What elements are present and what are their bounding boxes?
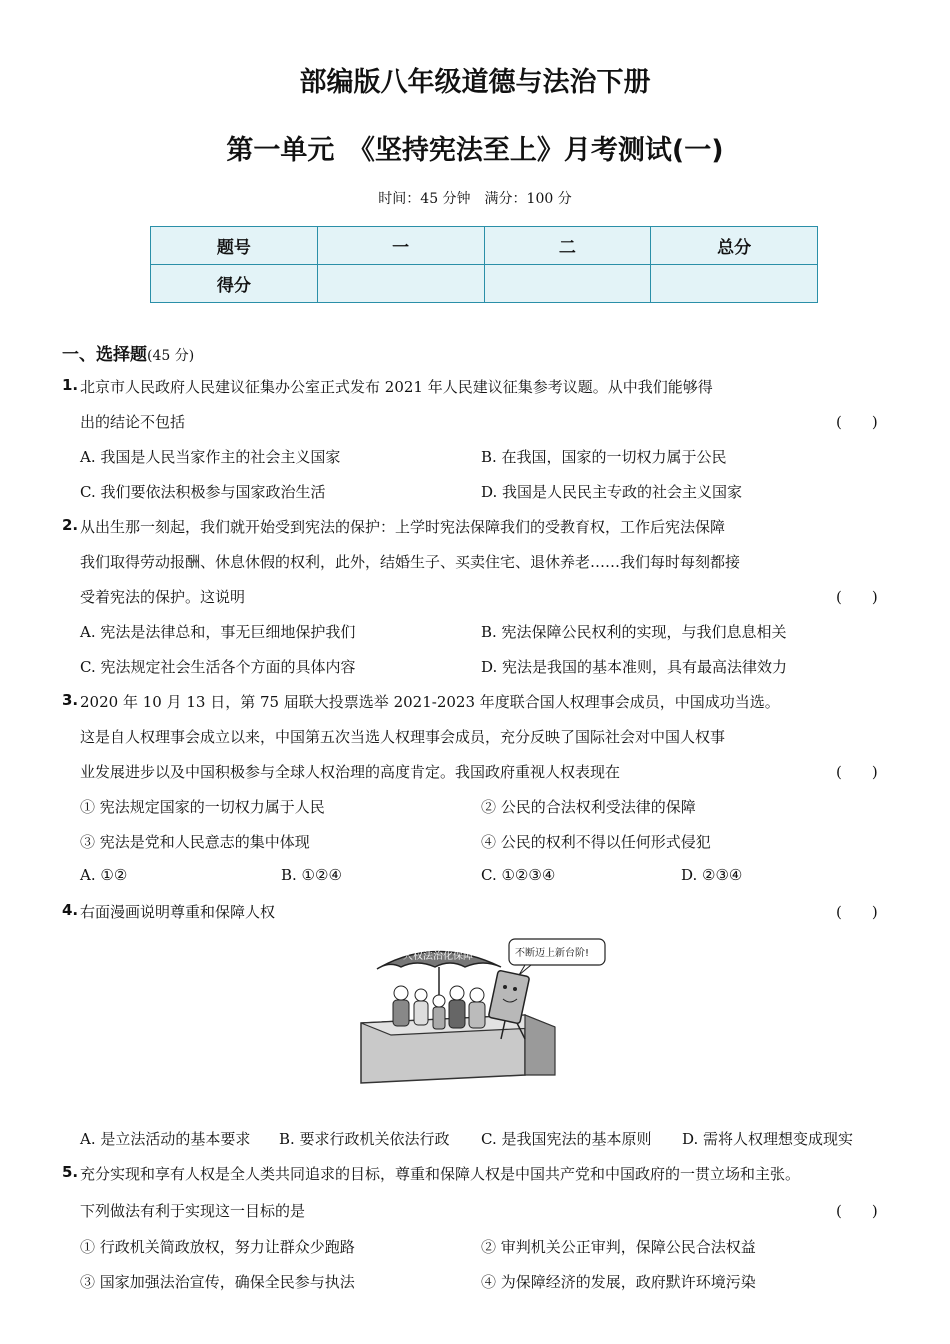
statement-item: ② 公民的合法权利受法律的保障 [481,798,696,816]
page-title: 部编版八年级道德与法治下册 [299,67,651,98]
question-text-line: 右面漫画说明尊重和保障人权 [80,903,276,921]
score-table-score-row [151,265,818,303]
section-heading [62,340,194,365]
question-text-line: 受着宪法的保护。这说明 [80,588,246,606]
exam-meta: 时间：45 分钟 满分：100 分 [378,191,572,207]
option-b: B. 在我国，国家的一切权力属于公民 [481,448,727,466]
answer-bracket[interactable]: ( ) [836,763,878,781]
cartoon-illustration [355,935,615,1087]
option-c: C. 宪法规定社会生活各个方面的具体内容 [80,658,356,676]
answer-bracket[interactable]: ( ) [836,1202,878,1220]
score-row-label: 得分 [151,265,318,303]
umbrella-text: 人权法治化保障 [403,951,473,962]
option-b: B. 宪法保障公民权利的实现，与我们息息相关 [481,623,787,641]
option-a: A. 是立法活动的基本要求 [80,1130,251,1148]
statement-item: ④ 为保障经济的发展，政府默许环境污染 [481,1273,756,1291]
bubble-text: 不断迈上新台阶! [515,948,590,959]
score-table-header: 二 [484,227,651,265]
question-text-line: 我们取得劳动报酬、休息休假的权利，此外，结婚生子、买卖住宅、退休养老……我们每时每刻都接 [80,553,741,571]
question-text-line: 北京市人民政府人民建议征集办公室正式发布 2021 年人民建议征集参考议题。从中我们能够得 [80,378,713,396]
option-d: D. 需将人权理想变成现实 [682,1130,854,1148]
section-points: (45 分) [147,348,195,364]
option-d: D. ②③④ [681,866,743,884]
question-number: 2. [62,516,79,534]
question-number: 5. [62,1163,79,1181]
option-a: A. 宪法是法律总和，事无巨细地保护我们 [80,623,356,641]
answer-bracket[interactable]: ( ) [836,413,878,431]
section-title: 一、选择题 [62,345,147,365]
statement-item: ④ 公民的权利不得以任何形式侵犯 [481,833,711,851]
option-b: B. 要求行政机关依法行政 [279,1130,450,1148]
option-a: A. ①② [80,866,128,884]
score-table-header: 总分 [651,227,818,265]
statement-item: ① 宪法规定国家的一切权力属于人民 [80,798,325,816]
score-table-header-row [151,227,818,265]
question-text-line: 充分实现和享有人权是全人类共同追求的目标，尊重和保障人权是中国共产党和中国政府的一贯立场和主张。 [80,1165,801,1183]
statement-item: ① 行政机关简政放权，努力让群众少跑路 [80,1238,355,1256]
answer-bracket[interactable]: ( ) [836,903,878,921]
option-c: C. 是我国宪法的基本原则 [481,1130,652,1148]
score-cell[interactable] [484,265,651,303]
option-b: B. ①②④ [281,866,342,884]
option-d: D. 宪法是我国的基本准则，具有最高法律效力 [481,658,788,676]
question-text-line: 业发展进步以及中国积极参与全球人权治理的高度肯定。我国政府重视人权表现在 [80,763,621,781]
question-text-line: 从出生那一刻起，我们就开始受到宪法的保护：上学时宪法保障我们的受教育权，工作后宪法保障 [80,518,726,536]
option-a: A. 我国是人民当家作主的社会主义国家 [80,448,341,466]
score-table-header: 一 [317,227,484,265]
score-cell[interactable] [651,265,818,303]
question-number: 1. [62,376,79,394]
statement-item: ③ 宪法是党和人民意志的集中体现 [80,833,310,851]
option-c: C. 我们要依法积极参与国家政治生活 [80,483,326,501]
statement-item: ② 审判机关公正审判，保障公民合法权益 [481,1238,756,1256]
question-text-line: 下列做法有利于实现这一目标的是 [80,1202,306,1220]
option-d: D. 我国是人民民主专政的社会主义国家 [481,483,743,501]
cartoon-drawing [355,935,615,1087]
question-number: 3. [62,691,79,709]
score-cell[interactable] [317,265,484,303]
question-text-line: 这是自人权理事会成立以来，中国第五次当选人权理事会成员，充分反映了国际社会对中国人权事 [80,728,726,746]
score-table-header: 题号 [151,227,318,265]
score-table [150,226,818,303]
question-text-line: 2020 年 10 月 13 日，第 75 届联大投票选举 2021-2023 年度联合国人权理事会成员，中国成功当选。 [80,693,780,711]
answer-bracket[interactable]: ( ) [836,588,878,606]
statement-item: ③ 国家加强法治宣传，确保全民参与执法 [80,1273,355,1291]
question-number: 4. [62,901,79,919]
option-c: C. ①②③④ [481,866,556,884]
question-text-line: 出的结论不包括 [80,413,186,431]
page-subtitle: 第一单元 《坚持宪法至上》月考测试(一) [226,135,724,166]
